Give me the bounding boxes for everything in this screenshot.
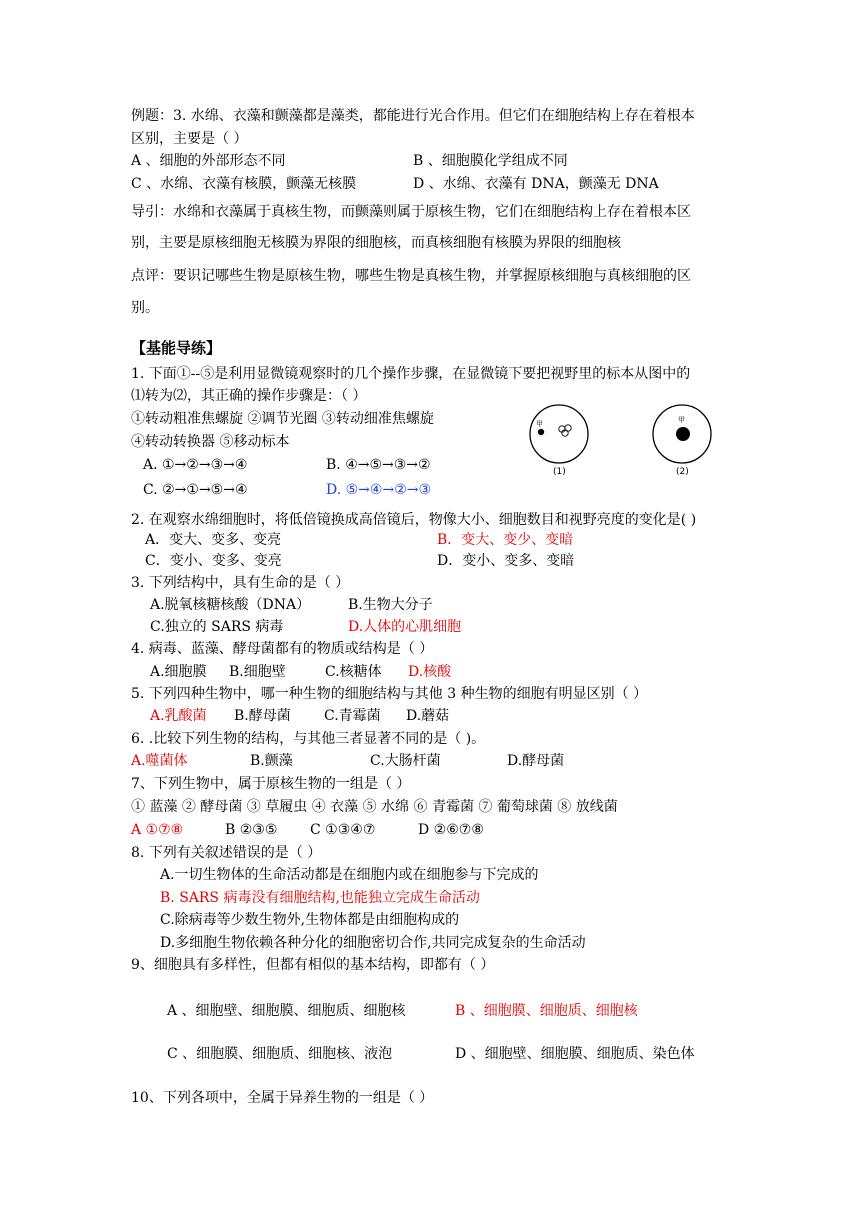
q8-stem: 8. 下列有关叙述错误的是（ ） <box>131 845 322 861</box>
q10-stem: 10、下列各项中，全属于异养生物的一组是（ ） <box>131 1090 434 1106</box>
q8-option-c: C.除病毒等少数生物外,生物体都是由细胞构成的 <box>160 912 460 928</box>
section-title: 【基能导练】 <box>131 339 222 357</box>
q2-stem: 2. 在观察水绵细胞时，将低倍镜换成高倍镜后，物像大小、细胞数目和视野亮度的变化是( ) <box>131 512 697 528</box>
microscope-view-figure <box>525 400 725 480</box>
q1-stem-line1: 1. 下面①--⑤是利用显微镜观察时的几个操作步骤，在显微镜下要把视野里的标本从图中的 <box>131 366 691 382</box>
q1-stem-line2: ⑴转为⑵，其正确的操作步骤是：（ ） <box>131 388 367 404</box>
q7-option-d: D ②⑥⑦⑧ <box>418 822 484 838</box>
q9-option-a: A 、细胞壁、细胞膜、细胞质、细胞核 <box>167 1003 406 1019</box>
q4-option-d: D.核酸 <box>408 664 452 680</box>
q1-steps-line2: ④转动转换器 ⑤移动标本 <box>131 434 290 450</box>
q3-stem: 3. 下列结构中，具有生命的是（ ） <box>131 575 350 591</box>
q1-steps-line1: ①转动粗准焦螺旋 ②调节光圈 ③转动细准焦螺旋 <box>131 411 434 427</box>
example-guide-line1: 导引：水绵和衣藻属于真核生物，而颤藻则属于原核生物，它们在细胞结构上存在着根本区 <box>131 204 691 220</box>
q6-option-a: A.噬菌体 <box>131 753 188 769</box>
q2-option-d: D．变小、变多、变暗 <box>437 553 575 569</box>
q3-option-a: A.脱氧核糖核酸（DNA） <box>150 597 311 613</box>
q7-stem: 7、下列生物中，属于原核生物的一组是（ ） <box>131 776 411 792</box>
q3-option-d: D.人体的心肌细胞 <box>348 619 462 635</box>
q6-option-d: D.酵母菌 <box>507 753 565 769</box>
view-1-label: 甲 <box>536 420 543 428</box>
example-option-d: D 、水绵、衣藻有 DNA，颤藻无 DNA <box>413 176 659 192</box>
q5-option-b: B.酵母菌 <box>234 708 291 724</box>
example-option-a: A 、细胞的外部形态不同 <box>131 153 286 169</box>
q7-option-a: A ①⑦⑧ <box>131 822 184 838</box>
q6-option-c: C.大肠杆菌 <box>370 753 441 769</box>
example-comment-line2: 别。 <box>131 300 159 316</box>
view-2-label: 甲 <box>678 416 685 424</box>
q4-option-c: C.核糖体 <box>325 664 382 680</box>
q1-option-c: C. ②→①→⑤→④ <box>143 482 248 498</box>
example-question-line2: 区别，主要是（ ） <box>131 131 248 147</box>
q1-option-a: A. ①→②→③→④ <box>143 457 248 473</box>
q9-option-b: B 、细胞膜、细胞质、细胞核 <box>455 1003 638 1019</box>
view-2-caption: (2) <box>676 467 689 477</box>
view-1-cell-dark <box>538 429 544 435</box>
q8-option-a: A.一切生物体的生命活动都是在细胞内或在细胞参与下完成的 <box>160 867 539 883</box>
q3-option-b: B.生物大分子 <box>348 597 433 613</box>
q1-option-b: B. ④→⑤→③→② <box>326 457 431 473</box>
q2-option-a: A．变大、变多、变亮 <box>145 532 282 548</box>
q1-option-d: D. ⑤→④→②→③ <box>326 482 432 498</box>
q8-option-b: B. SARS 病毒没有细胞结构,也能独立完成生命活动 <box>160 890 480 906</box>
q9-option-d: D 、细胞壁、细胞膜、细胞质、染色体 <box>455 1046 695 1062</box>
q5-option-a: A.乳酸菌 <box>150 708 207 724</box>
q6-stem: 6. .比较下列生物的结构，与其他三者显著不同的是（ )。 <box>131 731 486 747</box>
q4-stem: 4. 病毒、蓝藻、酵母菌都有的物质或结构是（ ） <box>131 641 434 657</box>
q5-option-c: C.青霉菌 <box>324 708 381 724</box>
example-option-c: C 、水绵、衣藻有核膜，颤藻无核膜 <box>131 176 357 192</box>
view-2-cell <box>676 427 690 441</box>
q4-option-b: B.细胞壁 <box>229 664 286 680</box>
example-guide-line2: 别，主要是原核细胞无核膜为界限的细胞核，而真核细胞有核膜为界限的细胞核 <box>131 235 621 251</box>
q6-option-b: B.颤藻 <box>250 753 293 769</box>
q5-option-d: D.蘑菇 <box>406 708 450 724</box>
q3-option-c: C.独立的 SARS 病毒 <box>150 619 284 635</box>
q7-items: ① 蓝藻 ② 酵母菌 ③ 草履虫 ④ 衣藻 ⑤ 水绵 ⑥ 青霉菌 ⑦ 葡萄球菌 ⑧ 放线菌 <box>131 799 618 815</box>
example-question-line1: 例题：3. 水绵、衣藻和颤藻都是藻类，都能进行光合作用。但它们在细胞结构上存在着根本 <box>131 108 695 124</box>
q9-option-c: C 、细胞膜、细胞质、细胞核、液泡 <box>167 1046 393 1062</box>
q5-stem: 5. 下列四种生物中，哪一种生物的细胞结构与其他 3 种生物的细胞有明显区别（ ） <box>131 686 648 702</box>
example-comment-line1: 点评：要识记哪些生物是原核生物，哪些生物是真核生物，并掌握原核细胞与真核细胞的区 <box>131 268 691 284</box>
q9-stem: 9、细胞具有多样性，但都有相似的基本结构，即都有（ ） <box>131 957 495 973</box>
example-option-b: B 、细胞膜化学组成不同 <box>413 153 568 169</box>
q7-option-b: B ②③⑤ <box>225 822 278 838</box>
q7-option-c: C ①③④⑦ <box>310 822 376 838</box>
q2-option-c: C．变小、变多、变亮 <box>145 553 282 569</box>
view-1-caption: (1) <box>553 467 566 477</box>
q4-option-a: A.细胞膜 <box>150 664 207 680</box>
q8-option-d: D.多细胞生物依赖各种分化的细胞密切合作,共同完成复杂的生命活动 <box>160 935 586 951</box>
q2-option-b: B．变大、变少、变暗 <box>437 532 574 548</box>
